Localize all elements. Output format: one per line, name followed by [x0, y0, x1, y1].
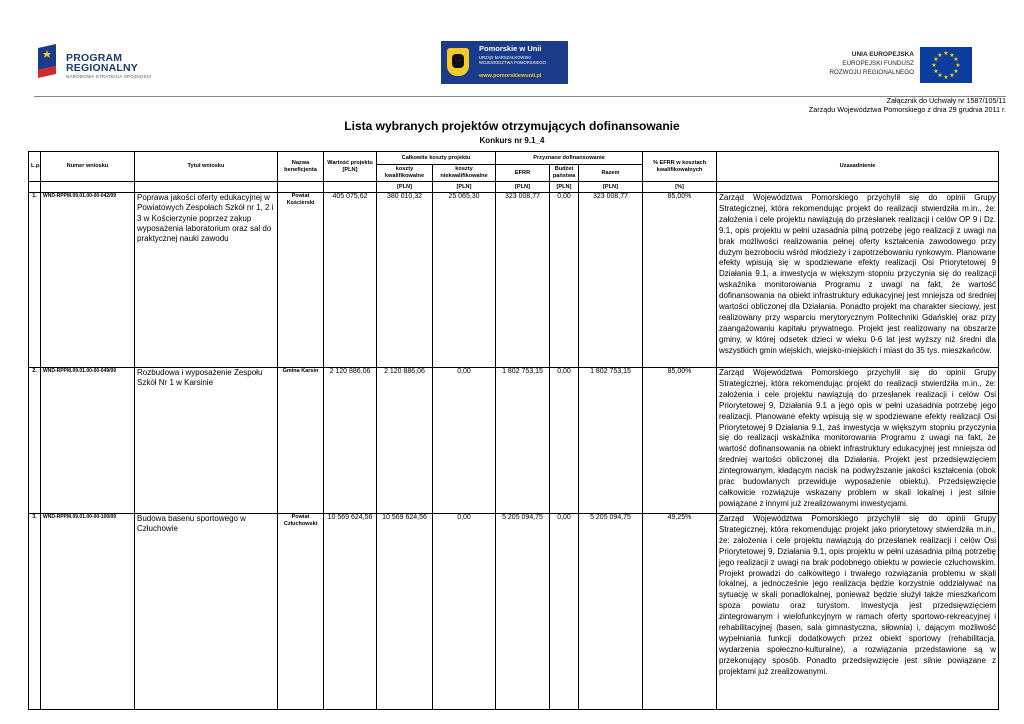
header-kwal: koszty kwalifikowalne — [377, 165, 433, 182]
document-title: Lista wybranych projektów otrzymujących dofinansowanie — [344, 119, 680, 133]
cell-efrr: 5 205 094,75 — [496, 514, 550, 710]
unit-kwal: [PLN] — [377, 182, 433, 193]
cell-lp: 2. — [29, 368, 41, 514]
cell-procent: 85,00% — [643, 368, 717, 514]
cell-uzasadnienie: Zarząd Województwa Pomorskiego przychylił się do opinii Grupy Strategicznej, która rekomendując projekt do realizacji stwierdziła m.in., że: założenia i cele projektu nawiązują do przesłanek realizacji i celów Osi Priorytetowej 9, Działania 9.1 a jego opis w pełni uzasadnia potrzebę jego realizacji. Planowane efekty wpisują się w spodziewane efekty realizacji Osi Priorytetowej 9 Działania 9.1, zaś inwestycja w większym stopniu przyczynia się do realizacji wskaźnika monitorowania Programu z uwagi na fakt, że wartość dofinansowania na obiekt infrastruktury edukacyjnej jest mniejsza od średniej wartości obliczonej dla Działania. Projekt jest przedsięwzięciem zintegrowanym, kładącym nacisk na podwyższanie jakości kształcenia (obok prac budowlanych przewiduje wyposażenie obiektu). Przedsięwzięcie całkowicie rozwiązuje wskazany problem w skali lokalnej i jest silnie powiązane z innymi już zrealizowanymi inwestycjami. — [717, 368, 999, 514]
cell-efrr: 1 802 753,15 — [496, 368, 550, 514]
header-numer: Numer wniosku — [41, 152, 135, 182]
projects-table — [28, 151, 999, 710]
cell-beneficjent: Powiat Człuchowski — [278, 514, 324, 710]
cell-razem: 5 205 094,75 — [579, 514, 643, 710]
cell-uzasadnienie: Zarząd Województwa Pomorskiego przychylił się do opinii Grupy Strategicznej, która rekomendując projekt do realizacji stwierdziła m.in., że: założenia i cele projektu nawiązują do przesłanek realizacji i celów OP 9 i Dz. 9.1, opis projektu w pełni uzasadnia pilną potrzebę jego realizacji z uwagi na brak możliwości realizowania pełnej oferty kształcenia zawodowego przy dużym bezrobociu wśród młodzieży i zapotrzebowaniu rynkowym. Planowane efekty wpisują się w spodziewane efekty realizacji Osi Priorytetowej 9 Działania 9.1, a inwestycja w większym stopniu przyczynia się do realizacji wskaźnika monitorowania Programu z uwagi na fakt, że wartość dofinansowania na obiekt infrastruktury edukacyjnej jest mniejsza od średniej wartości obliczonej dla Działania. Ponadto projekt ma charakter sieciowy, jest realizowany przy wsparciu merytorycznym Politechniki Gdańskiej oraz przy zaangażowaniu kapitału prywatnego. Projekt jest realizowany na obszarze gminy, w której odsetek dzieci w wieku 0-6 lat jest wyższy niż średni dla wszystkich gmin wiejskich, wiejsko-miejskich i miast do 35 tys. mieszkańców. — [717, 193, 999, 368]
program-regionalny-logo — [34, 42, 159, 88]
header-lp: L.p. — [29, 152, 41, 182]
cell-efrr: 323 008,77 — [496, 193, 550, 368]
cell-kwal: 380 010,32 — [377, 193, 433, 368]
table-row — [29, 514, 999, 710]
cell-tytul: Budowa basenu sportowego w Człuchowie — [135, 514, 278, 710]
cell-beneficjent: Powiat Kościerski — [278, 193, 324, 368]
flag-logo-icon — [34, 44, 60, 78]
cell-razem: 1 802 753,15 — [579, 368, 643, 514]
annex-note: Załącznik do Uchwały nr 1587/105/11 Zarządu Województwa Pomorskiego z dnia 29 grudnia 2011 r. — [808, 96, 1006, 114]
cell-razem: 323 008,77 — [579, 193, 643, 368]
header-procent: % EFRR w kosztach kwalifikowalnych — [643, 152, 717, 182]
header-niekwal: koszty niekwalifikowalne — [433, 165, 496, 182]
cell-kwal: 10 569 624,56 — [377, 514, 433, 710]
header-koszty: Całkowite koszty projektu — [377, 152, 496, 165]
header-efrr: EFRR — [496, 165, 550, 182]
svg-text:★: ★ — [949, 52, 955, 59]
unit-efrr: [PLN] — [496, 182, 550, 193]
header-razem: Razem — [579, 165, 643, 182]
gryf-emblem-icon — [447, 48, 469, 76]
svg-text:★: ★ — [953, 68, 959, 75]
header-uzasadnienie: Uzasadnienie — [717, 152, 999, 182]
table-row — [29, 368, 999, 514]
svg-text:★: ★ — [953, 56, 959, 63]
cell-kwal: 2 120 886,06 — [377, 368, 433, 514]
logo-mid-url: www.pomorskiewunii.pl — [479, 73, 542, 79]
cell-numer: WND-RPPM.09.01.00-00-042/09 — [41, 193, 135, 368]
eu-logo-text: UNIA EUROPEJSKA EUROPEJSKI FUNDUSZ ROZWOJU REGIONALNEGO — [829, 51, 914, 76]
svg-text:★: ★ — [943, 74, 949, 81]
cell-uzasadnienie: Zarząd Województwa Pomorskiego przychylił się do opinii Grupy Strategicznej, która rekomendując projekt jako priorytetowy stwierdziła m.in., że: założenia i cele projektu nawiązują do przesłanek realizacji i celów Osi Priorytetowej 9, Działania 9.1, opis projektu w pełni uzasadnia pilną potrzebę jego realizacji z uwagi na brak podobnego obiektu w powiecie człuchowskim. Projekt prowadzi do całkowitego i trwałego rozwiązania problemu w skali lokalnej, a jednocześnie jego realizacja będzie korzystnie oddziaływać na sytuację w skali ponadlokalnej, ponieważ będzie służył także mieszkańcom spoza powiatu oraz turystom. Inwestycja jest przedsięwzięciem zintegrowanym i wielofunkcyjnym w ramach oferty sportowo-rekreacyjnej i rehabilitacyjnej (basen, sala gimnastyczna, siłownia) i, dającym możliwość wypełniania funkcji dodatkowych przez obiekt sportowy (rehabilitacja, wydarzenia społeczno-kulturalne), a rozwiązania przedstawione są w przekonujący sposób. Ponadto przedsięwzięcie jest silnie powiązane z projektami już zrealizowanymi. — [717, 514, 999, 710]
header-beneficjent: Nazwa beneficjenta — [278, 152, 324, 182]
cell-niekwal: 25 065,30 — [433, 193, 496, 368]
cell-numer: WND-RPPM.09.01.00-00-049/09 — [41, 368, 135, 514]
svg-text:★: ★ — [949, 72, 955, 79]
eu-logo — [820, 47, 972, 83]
eu-flag-icon — [920, 47, 972, 83]
svg-text:★: ★ — [937, 52, 943, 59]
table-row — [29, 193, 999, 368]
unit-procent: [%] — [643, 182, 717, 193]
header-logos — [0, 0, 1024, 96]
logo-left-subtitle: NARODOWA STRATEGIA SPÓJNOŚCI — [66, 74, 152, 79]
pomorskie-w-unii-logo — [441, 41, 568, 84]
cell-lp: 3. — [29, 514, 41, 710]
cell-budzet: 0,00 — [550, 368, 579, 514]
logo-mid-subtitle: URZĄD MARSZAŁKOWSKI WOJEWÓDZTWA POMORSKIEGO — [479, 55, 546, 65]
header-wartosc: Wartość projektu [PLN] — [324, 152, 377, 182]
cell-beneficjent: Gmina Karsin — [278, 368, 324, 514]
header-tytul: Tytuł wniosku — [135, 152, 278, 182]
cell-tytul: Rozbudowa i wyposażenie Zespołu Szkół Nr 1 w Karsinie — [135, 368, 278, 514]
unit-budzet: [PLN] — [550, 182, 579, 193]
cell-niekwal: 0,00 — [433, 368, 496, 514]
cell-tytul: Poprawa jakości oferty edukacyjnej w Powiatowych Zespołach Szkół nr 1, 2 i 3 w Kościerzynie poprzez zakup wyposażenia laboratorium oraz sal do praktycznej nauki zawodu — [135, 193, 278, 368]
svg-text:★: ★ — [931, 62, 937, 69]
cell-wartosc: 2 120 886,06 — [324, 368, 377, 514]
cell-wartosc: 10 569 624,56 — [324, 514, 377, 710]
svg-text:★: ★ — [933, 68, 939, 75]
cell-numer: WND-RPPM.09.01.00-00-100/09 — [41, 514, 135, 710]
cell-budzet: 0,00 — [550, 514, 579, 710]
cell-lp: 1. — [29, 193, 41, 368]
header-budzet: Budżet państwa — [550, 165, 579, 182]
cell-procent: 85,00% — [643, 193, 717, 368]
cell-procent: 49,25% — [643, 514, 717, 710]
unit-razem: [PLN] — [579, 182, 643, 193]
unit-niekwal: [PLN] — [433, 182, 496, 193]
svg-text:★: ★ — [955, 62, 961, 69]
logo-left-title: PROGRAM REGIONALNY — [66, 52, 139, 74]
svg-text:★: ★ — [933, 56, 939, 63]
svg-text:★: ★ — [937, 72, 943, 79]
cell-budzet: 0,00 — [550, 193, 579, 368]
cell-wartosc: 405 075,62 — [324, 193, 377, 368]
document-subtitle: Konkurs nr 9.1_4 — [479, 136, 545, 145]
logo-mid-title: Pomorskie w Unii — [479, 44, 542, 53]
cell-niekwal: 0,00 — [433, 514, 496, 710]
svg-text:★: ★ — [943, 50, 949, 57]
header-przyznane: Przyznane dofinansowanie — [496, 152, 643, 165]
